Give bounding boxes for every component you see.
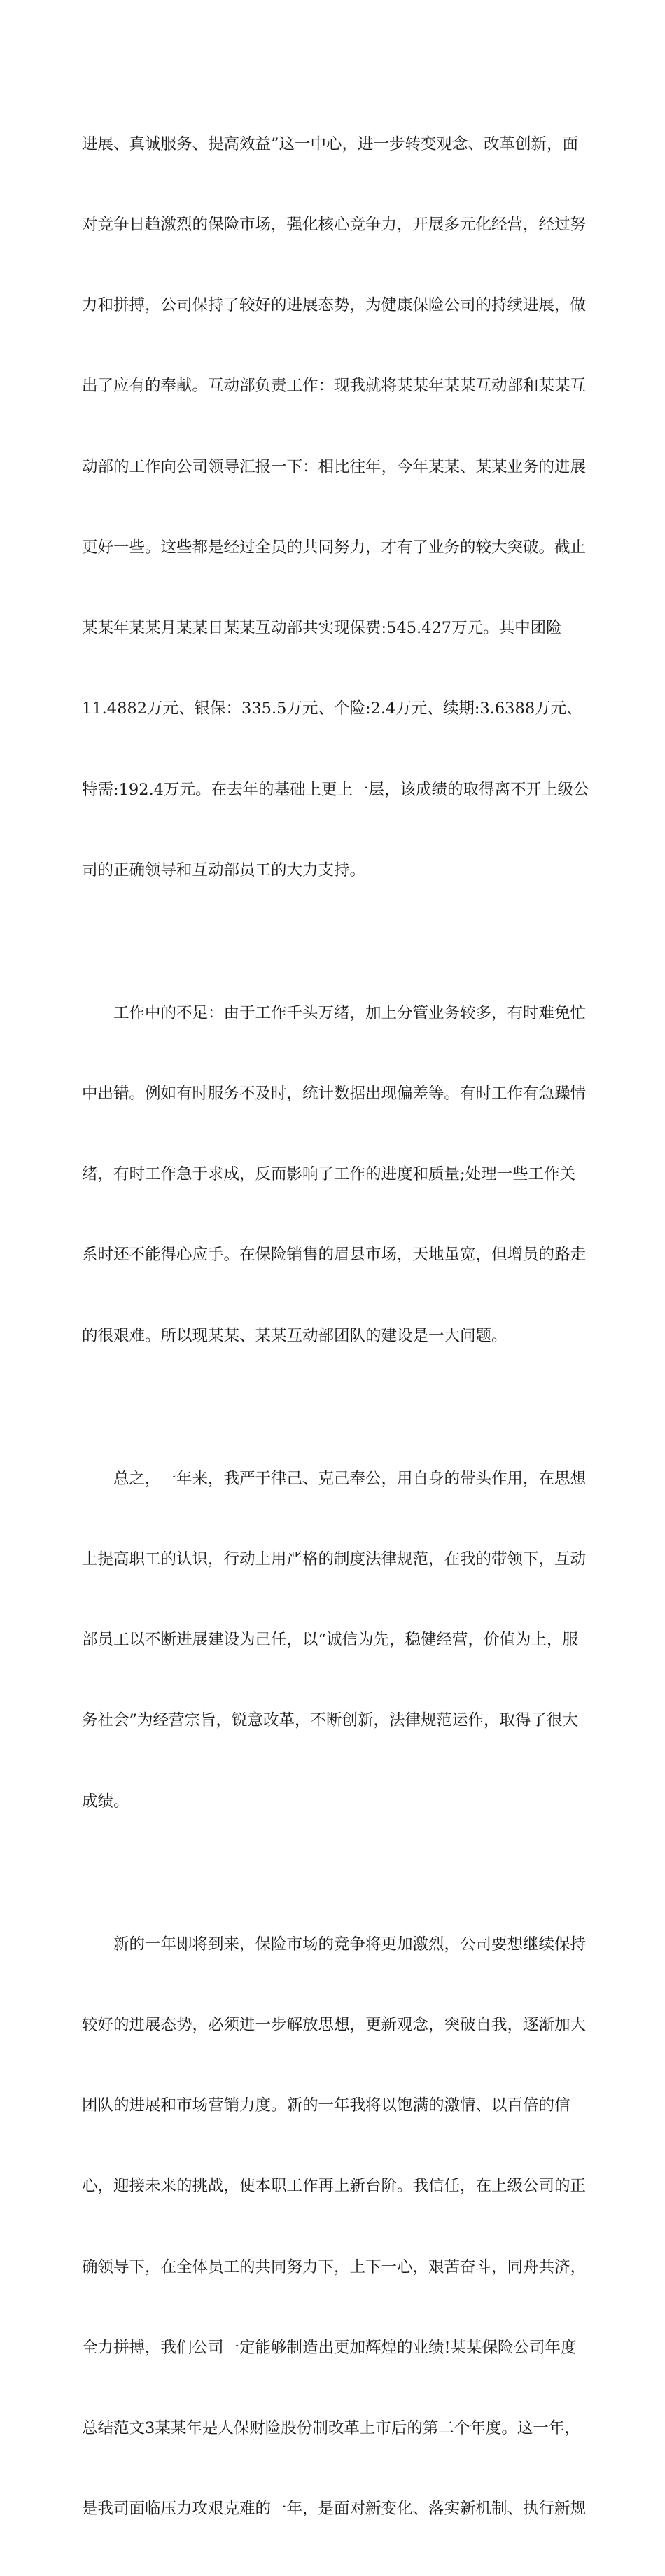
text-line: 司的正确领导和互动部员工的大力支持。 [82,861,366,879]
text-line: 工作中的不足：由于工作千头万绪，加上分管业务较多，有时难免忙 [113,1003,587,1022]
text-line: 动部的工作向公司领导汇报一下：相比往年，今年某某、某某业务的进展 [82,457,587,476]
text-line: 确领导下，在全体员工的共同努力下，上下一心，艰苦奋斗，同舟共济， [82,2257,587,2276]
text-line: 中出错。例如有时服务不及时，统计数据出现偏差等。有时工作有急躁情 [82,1085,587,1103]
paragraph-4 [82,1877,587,2576]
paragraph-1 [82,77,589,938]
paragraph-3 [82,1412,587,1869]
text-line: 上提高职工的认识，行动上用严格的制度法律规范，在我的带领下，互动 [82,1550,587,1568]
text-line: 总结范文3某某年是人保财险股份制改革上市后的第二个年度。这一年， [82,2418,580,2437]
document-body [82,77,589,2576]
text-line: 出了应有的奉献。互动部负责工作：现我就将某某年某某互动部和某某互 [82,377,587,396]
text-line: 成绩。 [82,1792,130,1811]
text-line: 力和拼搏，公司保持了较好的进展态势，为健康保险公司的持续进展，做 [82,296,587,315]
text-line: 系时还不能得心应手。在保险销售的眉县市场，天地虽宽，但增员的路走 [82,1246,587,1265]
text-line: 较好的进展态势，必须进一步解放思想，更新观念，突破自我，逐渐加大 [82,2015,587,2034]
text-line: 全力拼搏，我们公司一定能够制造出更加辉煌的业绩!某某保险公司年度 [82,2338,577,2357]
text-line: 更好一些。这些都是经过全员的共同努力，才有了业务的较大突破。截止 [82,538,587,557]
text-line: 新的一年即将到来，保险市场的竞争将更加激烈，公司要想继续保持 [113,1935,587,1954]
text-line: 心，迎接未来的挑战，使本职工作再上新台阶。我信任，在上级公司的正 [82,2177,587,2196]
text-line: 对竞争日趋激烈的保险市场，强化核心竞争力，开展多元化经营，经过努 [82,216,587,235]
text-line: 团队的进展和市场营销力度。新的一年我将以饱满的激情、以百倍的信 [82,2096,570,2115]
text-line: 11.4882万元、银保：335.5万元、个险:2.4万元、续期:3.6388万元、 [82,699,582,718]
text-line: 部员工以不断进展建设为己任，以“诚信为先，稳健经营，价值为上，服 [82,1631,579,1650]
text-line: 绪，有时工作急于求成，反而影响了工作的进度和质量;处理一些工作关 [82,1165,576,1184]
text-line: 务社会”为经营宗旨，锐意改革，不断创新，法律规范运作，取得了很大 [82,1711,579,1730]
paragraph-2 [82,946,587,1403]
text-line: 特需:192.4万元。在去年的基础上更上一层，该成绩的取得离不开上级公 [82,780,589,799]
text-line: 是我司面临压力攻艰克难的一年，是面对新变化、落实新机制、执行新规 [82,2500,587,2519]
text-line: 进展、真诚服务、提高效益”这一中心，进一步转变观念、改革创新，面 [82,134,579,153]
text-line: 某某年某某月某某日某某互动部共实现保费:545.427万元。其中团险 [82,619,562,638]
text-line: 总之，一年来，我严于律己、克己奉公，用自身的带头作用，在思想 [113,1469,587,1488]
text-line: 的很艰难。所以现某某、某某互动部团队的建设是一大问题。 [82,1326,507,1345]
